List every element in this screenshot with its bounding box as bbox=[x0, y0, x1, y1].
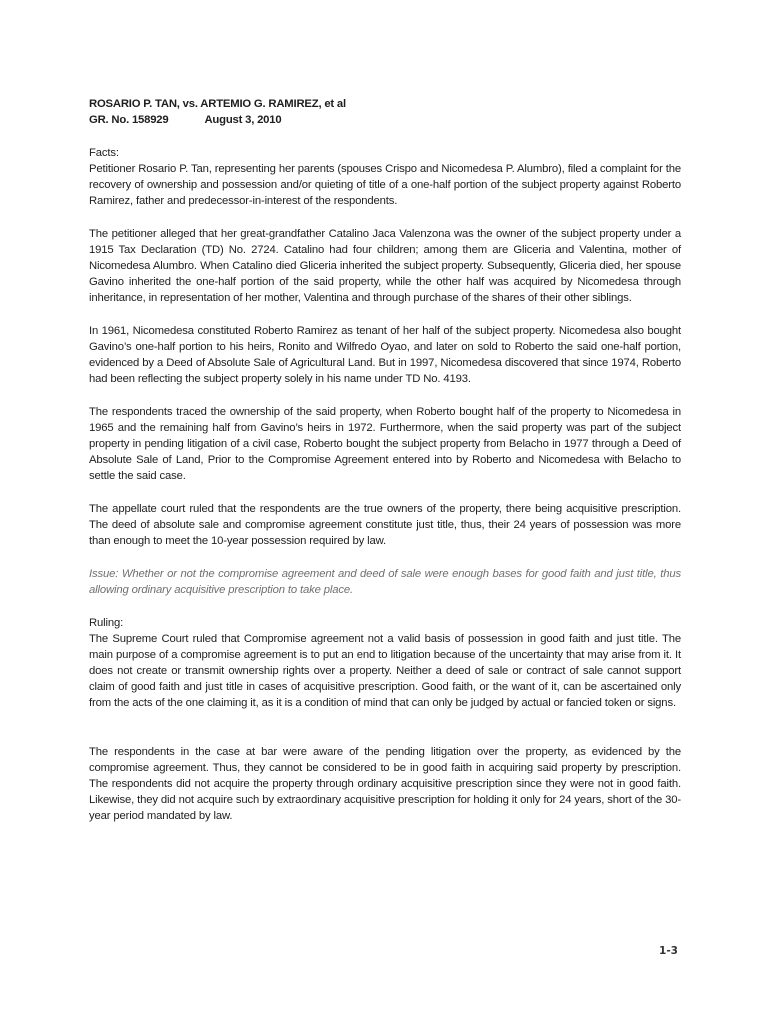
facts-paragraph: The petitioner alleged that her great-grandfather Catalino Jaca Valenzona was the owner of the subject property under a 1915 Tax Declaration (TD) No. 2724. Catalino had four children; among them are Gliceria and Valentina, mother of Nicomedesa Alumbro. When Catalino died Gliceria inherited the subject property. Subsequently, Gliceria died, her spouse Gavino inherited the one-half portion of the said property, while the other half was acquired by Nicomedesa through inheritance, in representation of her mother, Valentina and through purchase of the shares of their other siblings. bbox=[89, 228, 681, 304]
facts-paragraph: The appellate court ruled that the respondents are the true owners of the property, there being acquisitive prescription. The deed of absolute sale and compromise agreement constitute just title, thus, their 24 years of possession was more than enough to meet the 10-year possession required by law. bbox=[89, 503, 681, 547]
facts-label: Facts: bbox=[89, 147, 119, 159]
document-page bbox=[89, 96, 681, 824]
ruling-paragraph: The Supreme Court ruled that Compromise agreement not a valid basis of possession in good faith and just title. The main purpose of a compromise agreement is to put an end to litigation because of the uncertainty that may arise from it. It does not create or transmit ownership rights over a property. Neither a deed of sale or contract of sale cannot support claim of good faith and just title in cases of acquisitive prescription. Good faith, or the want of it, can be ascertained only from the acts of the one claiming it, as it is a condition of mind that can only be judged by actual or fancied token or signs. bbox=[89, 633, 681, 709]
facts-paragraph: The respondents traced the ownership of the said property, when Roberto bought half of the property to Nicomedesa in 1965 and the remaining half from Gavino’s heirs in 1972. Furthermore, when the said property was part of the subject property in pending litigation of a civil case, Roberto bought the subject property from Belacho in 1977 through a Deed of Absolute Sale of Land, Prior to the Compromise Agreement entered into by Roberto and Nicomedesa with Belacho to settle the said case. bbox=[89, 406, 681, 482]
issue-statement: Issue: Whether or not the compromise agreement and deed of sale were enough bases for good faith and just title, thus allowing ordinary acquisitive prescription to take place. bbox=[89, 568, 681, 596]
facts-paragraph: Petitioner Rosario P. Tan, representing her parents (spouses Crispo and Nicomedesa P. Alumbro), filed a complaint for the recovery of ownership and possession and/or quieting of title of a one-half portion of the subject property against Roberto Ramirez, father and predecessor-in-interest of the respondents. bbox=[89, 163, 681, 207]
ruling-label: Ruling: bbox=[89, 617, 124, 629]
page-number: 1-3 bbox=[659, 945, 678, 957]
gr-number: GR. No. 158929 bbox=[89, 114, 169, 126]
decision-date: August 3, 2010 bbox=[204, 114, 282, 126]
case-citation bbox=[89, 112, 681, 128]
case-title: ROSARIO P. TAN, vs. ARTEMIO G. RAMIREZ, et al bbox=[89, 98, 346, 110]
ruling-paragraph: The respondents in the case at bar were aware of the pending litigation over the property, as evidenced by the compromise agreement. Thus, they cannot be considered to be in good faith in acquiring said property by prescription. The respondents did not acquire the property through ordinary acquisitive prescription since they were not in good faith. Likewise, they did not acquire such by extraordinary acquisitive prescription for holding it only for 24 years, short of the 30-year period mandated by law. bbox=[89, 746, 681, 822]
facts-paragraph: In 1961, Nicomedesa constituted Roberto Ramirez as tenant of her half of the subject property. Nicomedesa also bought Gavino’s one-half portion to his heirs, Ronito and Wilfredo Oyao, and later on sold to Roberto the said one-half portion, evidenced by a Deed of Absolute Sale of Agricultural Land. But in 1997, Nicomedesa discovered that since 1974, Roberto had been reflecting the subject property solely in his name under TD No. 4193. bbox=[89, 325, 681, 385]
